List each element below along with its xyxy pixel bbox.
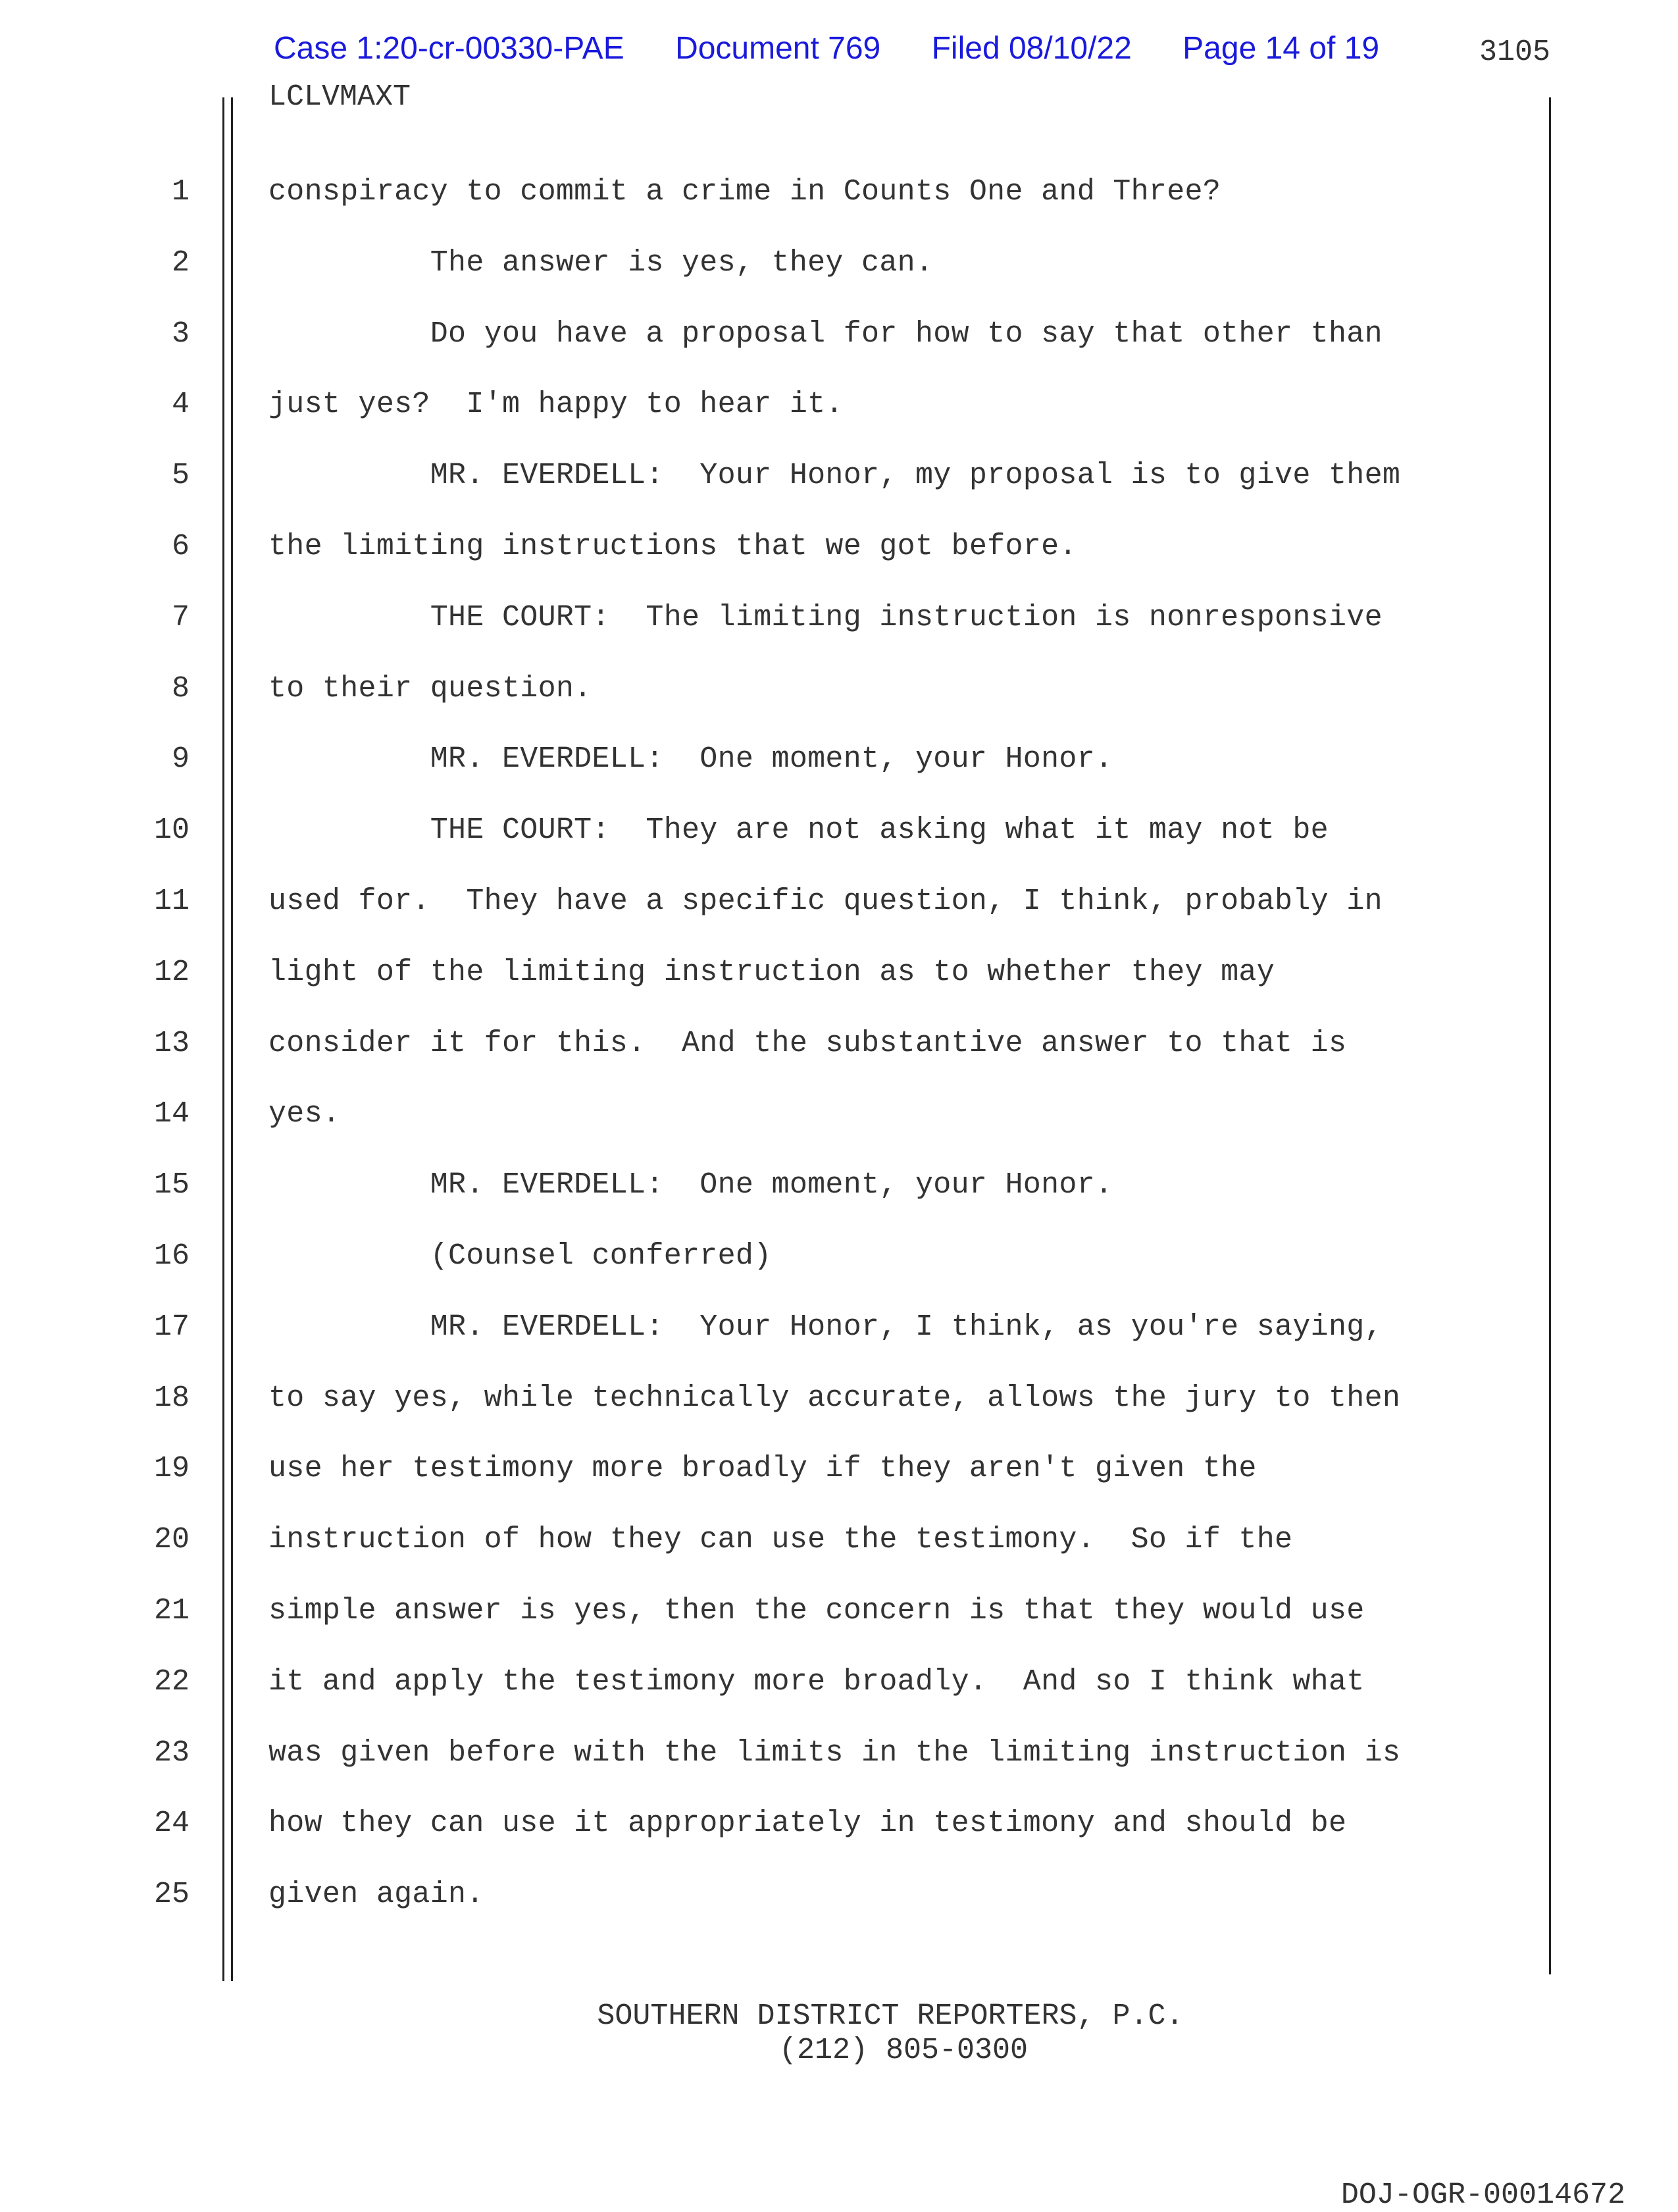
- line-text: light of the limiting instruction as to whether they may: [268, 956, 1275, 989]
- line-text: yes.: [268, 1097, 341, 1131]
- line-number: 16: [153, 1239, 190, 1273]
- ecf-filed-date: Filed 08/10/22: [931, 31, 1132, 66]
- line-text: to say yes, while technically accurate, allows the jury to then: [268, 1381, 1401, 1415]
- transcript-page-number: 3105: [1479, 36, 1551, 69]
- left-margin-rule-inner: [231, 97, 233, 1981]
- line-number: 25: [153, 1878, 190, 1911]
- line-number: 18: [153, 1381, 190, 1415]
- line-text: MR. EVERDELL: Your Honor, my proposal is to give them: [268, 459, 1401, 492]
- line-number: 7: [171, 601, 190, 634]
- line-text: it and apply the testimony more broadly. And so I think what: [268, 1665, 1365, 1699]
- line-number: 5: [171, 459, 190, 492]
- line-text: conspiracy to commit a crime in Counts One and Three?: [268, 175, 1221, 209]
- line-text: The answer is yes, they can.: [268, 246, 934, 280]
- line-number: 21: [153, 1594, 190, 1628]
- line-number: 6: [171, 530, 190, 563]
- line-text: simple answer is yes, then the concern is that they would use: [268, 1594, 1365, 1628]
- footer-reporter-phone: (212) 805-0300: [778, 2034, 1029, 2067]
- line-number: 3: [171, 317, 190, 351]
- line-number: 8: [171, 672, 190, 706]
- line-number: 23: [153, 1736, 190, 1770]
- line-number: 11: [153, 885, 190, 918]
- line-text: THE COURT: They are not asking what it may not be: [268, 813, 1329, 847]
- line-number: 20: [153, 1523, 190, 1556]
- ecf-page-count: Page 14 of 19: [1182, 31, 1380, 66]
- ecf-header: [274, 30, 1379, 66]
- line-text: MR. EVERDELL: One moment, your Honor.: [268, 1168, 1113, 1202]
- line-text: Do you have a proposal for how to say that other than: [268, 317, 1383, 351]
- line-text: THE COURT: The limiting instruction is nonresponsive: [268, 601, 1383, 634]
- ecf-document-number: Document 769: [675, 31, 881, 66]
- footer-reporter-name: SOUTHERN DISTRICT REPORTERS, P.C.: [597, 1999, 1184, 2033]
- line-number: 17: [153, 1310, 190, 1344]
- line-text: instruction of how they can use the testimony. So if the: [268, 1523, 1293, 1556]
- bates-number: DOJ-OGR-00014672: [1340, 2178, 1625, 2212]
- line-number: 14: [153, 1097, 190, 1131]
- line-number: 22: [153, 1665, 190, 1699]
- line-number: 12: [153, 956, 190, 989]
- right-margin-rule: [1549, 97, 1551, 1974]
- line-text: to their question.: [268, 672, 592, 706]
- line-text: given again.: [268, 1878, 484, 1911]
- page-code: LCLVMAXT: [268, 80, 411, 114]
- line-number: 1: [171, 175, 190, 209]
- left-margin-rule-outer: [222, 97, 224, 1981]
- line-text: was given before with the limits in the limiting instruction is: [268, 1736, 1401, 1770]
- line-text: the limiting instructions that we got before.: [268, 530, 1077, 563]
- line-text: used for. They have a specific question, I think, probably in: [268, 885, 1383, 918]
- line-text: (Counsel conferred): [268, 1239, 772, 1273]
- line-number: 19: [153, 1452, 190, 1485]
- line-text: consider it for this. And the substantive answer to that is: [268, 1027, 1347, 1060]
- line-number: 9: [171, 742, 190, 776]
- line-number: 24: [153, 1807, 190, 1840]
- line-text: MR. EVERDELL: One moment, your Honor.: [268, 742, 1113, 776]
- line-number: 15: [153, 1168, 190, 1202]
- line-text: MR. EVERDELL: Your Honor, I think, as you're saying,: [268, 1310, 1383, 1344]
- line-number: 13: [153, 1027, 190, 1060]
- line-number: 2: [171, 246, 190, 280]
- line-number: 4: [171, 388, 190, 421]
- line-text: just yes? I'm happy to hear it.: [268, 388, 844, 421]
- line-number: 10: [153, 813, 190, 847]
- ecf-case-number: Case 1:20-cr-00330-PAE: [274, 31, 624, 66]
- line-text: use her testimony more broadly if they aren't given the: [268, 1452, 1257, 1485]
- line-text: how they can use it appropriately in testimony and should be: [268, 1807, 1347, 1840]
